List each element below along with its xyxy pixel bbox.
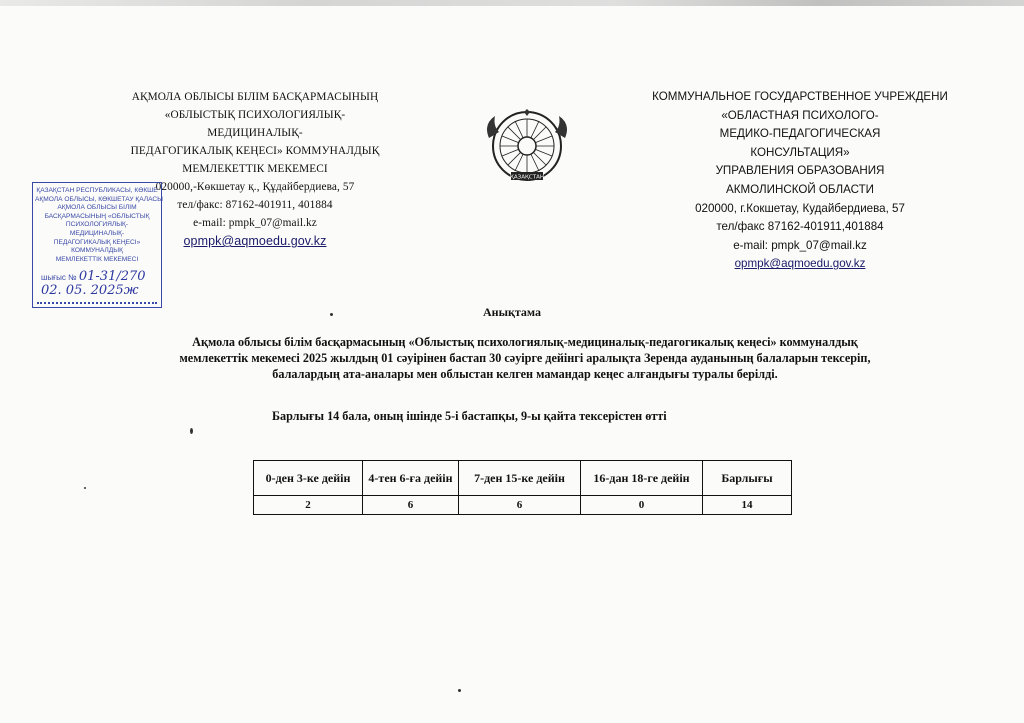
header-left-link[interactable]: opmpk@aqmoedu.gov.kz	[183, 234, 327, 248]
header-left-address: 020000,-Көкшетау қ., Құдайбердиева, 57	[155, 181, 355, 193]
stamp-registration	[35, 270, 159, 298]
state-emblem-icon	[477, 108, 577, 188]
stamp-line: КОММУНАЛДЫҚ	[71, 247, 123, 255]
stamp-line: АҚМОЛА ОБЛЫСЫ БІЛІМ	[57, 204, 137, 212]
body-line: балалардың ата-аналары мен облыстан келген мамандар кеңес алғандығы туралы берілді.	[272, 367, 778, 381]
table-header-cell: 16-дан 18-ге дейін	[581, 461, 703, 496]
stamp-line: ҚАЗАҚСТАН РЕСПУБЛИКАСЫ, КӨКШЕ	[36, 187, 158, 194]
stamp-reg-number: 01-31/270	[78, 269, 146, 285]
scan-speck	[190, 428, 193, 434]
header-right-line: АКМОЛИНСКОЙ ОБЛАСТИ	[725, 182, 875, 196]
header-right-address: 020000, г.Кокшетау, Кудайбердиева, 57	[695, 201, 905, 215]
table-header-cell: Барлығы	[703, 461, 792, 496]
table-header-cell: 7-ден 15-ке дейін	[459, 461, 581, 496]
header-right-phone: тел/факс 87162-401911,401884	[716, 220, 884, 234]
stamp-line: АҚМОЛА ОБЛЫСЫ, КӨКШЕТАУ ҚАЛАСЫ	[35, 195, 163, 203]
scan-edge	[0, 0, 1024, 6]
header-left-phone: тел/факс: 87162-401911, 401884	[177, 199, 333, 211]
header-right	[650, 88, 950, 274]
header-right-line: МЕДИКО-ПЕДАГОГИЧЕСКАЯ	[719, 127, 881, 141]
header-left-line: «ОБЛЫСТЫҚ ПСИХОЛОГИЯЛЫҚ-	[164, 109, 346, 121]
age-stats-table	[253, 460, 792, 515]
summary-text: Барлығы 14 бала, оның ішінде 5-і бастапқы, 9-ы қайта тексерістен өтті	[272, 409, 667, 423]
header-left-line: АҚМОЛА ОБЛЫСЫ БІЛІМ БАСҚАРМАСЫНЫҢ	[131, 91, 379, 103]
header-right-line: «ОБЛАСТНАЯ ПСИХОЛОГО-	[721, 108, 879, 122]
table-cell: 6	[459, 496, 581, 515]
table-cell: 14	[703, 496, 792, 515]
table-cell: 6	[363, 496, 459, 515]
stamp-line: ПЕДАГОГИКАЛЫҚ КЕҢЕСІ»	[53, 238, 141, 246]
document-body	[140, 334, 910, 382]
table-header-cell: 4-тен 6-ға дейін	[363, 461, 459, 496]
scan-speck	[84, 487, 86, 489]
header-right-line: КОММУНАЛЬНОЕ ГОСУДАРСТВЕННОЕ УЧРЕЖДЕНИ	[652, 90, 948, 103]
stamp-reg-label: шығыс №	[41, 273, 77, 283]
stamp-border-dots	[37, 298, 157, 304]
header-left-email: e-mail: pmpk_07@mail.kz	[193, 217, 317, 229]
table-cell: 0	[581, 496, 703, 515]
stamp-line: ПСИХОЛОГИЯЛЫҚ-	[65, 221, 129, 229]
body-line: Ақмола облысы білім басқармасының «Облыстық психологиялық-медициналық-педагогикалық кеңесі» коммуналдық	[192, 335, 858, 349]
registration-stamp	[32, 182, 162, 308]
stamp-reg-date: 02. 05. 2025ж	[41, 283, 139, 299]
stamp-line: МЕМЛЕКЕТТІК МЕКЕМЕСІ	[55, 255, 139, 263]
table-header-row	[254, 461, 792, 496]
stamp-line: МЕДИЦИНАЛЫҚ-	[69, 229, 125, 237]
header-right-line: КОНСУЛЬТАЦИЯ»	[750, 145, 850, 159]
header-left-line: МЕДИЦИНАЛЫҚ-	[207, 127, 303, 139]
body-line: мемлекеттік мекемесі 2025 жылдың 01 сәуірінен бастап 30 сәуірге дейінгі аралықта Зеренда ауданының балаларын тексеріп,	[179, 351, 871, 365]
emblem-caption: ҚАЗАҚСТАН	[510, 174, 544, 181]
header-right-link[interactable]: opmpk@aqmoedu.gov.kz	[734, 257, 866, 271]
header-left-line: МЕМЛЕКЕТТІК МЕКЕМЕСІ	[182, 163, 328, 175]
document-title: Анықтама	[483, 305, 541, 319]
table-cell: 2	[254, 496, 363, 515]
header-left-line: ПЕДАГОГИКАЛЫҚ КЕҢЕСІ» КОММУНАЛДЫҚ	[130, 145, 380, 157]
header-right-email: e-mail: pmpk_07@mail.kz	[733, 238, 867, 252]
stamp-line: БАСҚАРМАСЫНЫҢ «ОБЛЫСТЫҚ	[44, 212, 150, 220]
scan-speck	[330, 313, 333, 316]
table-row	[254, 496, 792, 515]
header-right-line: УПРАВЛЕНИЯ ОБРАЗОВАНИЯ	[715, 164, 885, 178]
table-header-cell: 0-ден 3-ке дейін	[254, 461, 363, 496]
scan-speck	[458, 689, 461, 692]
